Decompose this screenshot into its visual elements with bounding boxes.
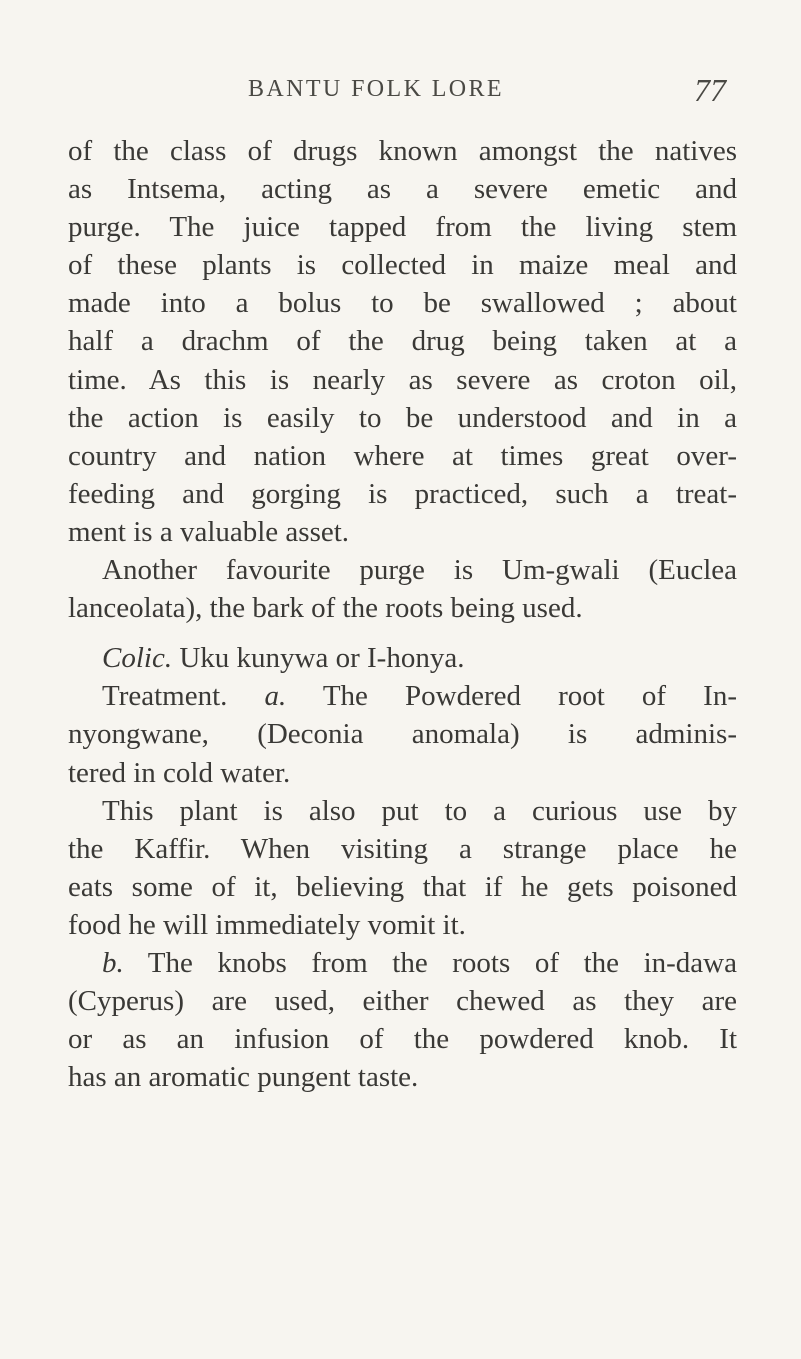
colic-label: Colic.: [102, 642, 173, 675]
text-line: food he will immediately vomit it.: [68, 908, 466, 941]
text-line: country and nation where at times great over-: [68, 439, 737, 472]
text-line: This plant is also put to a curious use by: [102, 794, 737, 827]
item-b-marker: b.: [102, 946, 124, 979]
text-line: tered in cold water.: [68, 756, 291, 789]
treatment-line: [68, 677, 737, 715]
text-line: feeding and gorging is practiced, such a treat-: [68, 477, 737, 510]
running-title: BANTU FOLK LORE: [248, 76, 504, 102]
text-line: has an aromatic pungent taste.: [68, 1061, 419, 1094]
page-number: 77: [694, 72, 726, 108]
treatment-marker-a: a.: [264, 680, 287, 713]
text-line: ment is a valuable asset.: [68, 515, 350, 548]
text-line: lanceolata), the bark of the roots being used.: [68, 592, 583, 625]
text-line: made into a bolus to be swallowed ; about: [68, 287, 737, 320]
text-line: Another favourite purge is Um-gwali (Euclea: [102, 554, 737, 587]
text-line: nyongwane, (Deconia anomala) is adminis-: [68, 718, 737, 751]
text-line: purge. The juice tapped from the living stem: [68, 211, 737, 244]
text-line: eats some of it, believing that if he gets poisoned: [68, 870, 737, 903]
text-line: (Cyperus) are used, either chewed as they are: [68, 985, 737, 1018]
colic-text: Uku kunywa or I-honya.: [172, 642, 465, 675]
text-line: the Kaffir. When visiting a strange place he: [68, 832, 737, 865]
body-text: [68, 132, 737, 1096]
text-line: time. As this is nearly as severe as croton oil,: [68, 363, 737, 396]
text-line: of the class of drugs known amongst the natives: [68, 135, 737, 167]
treatment-lead: Treatment.: [102, 680, 265, 713]
colic-line: [68, 639, 737, 677]
item-b-text: The knobs from the roots of the in-dawa: [123, 946, 737, 979]
text-line: or as an infusion of the powdered knob. It: [68, 1023, 737, 1056]
text-line: half a drachm of the drug being taken at a: [68, 325, 737, 358]
treatment-text: The Powdered root of In-: [286, 680, 737, 713]
item-b-line: [68, 944, 737, 982]
text-line: as Intsema, acting as a severe emetic and: [68, 173, 737, 206]
text-line: of these plants is collected in maize meal and: [68, 249, 737, 282]
text-line: the action is easily to be understood and in a: [68, 401, 737, 434]
